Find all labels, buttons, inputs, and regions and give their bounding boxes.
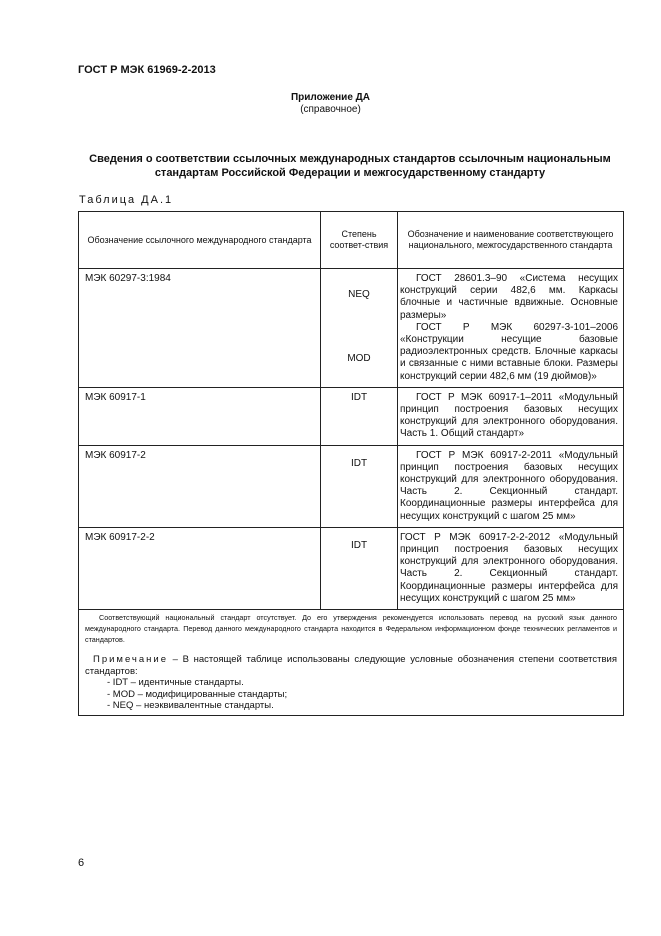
table-row (79, 527, 624, 609)
annex-heading (0, 92, 661, 116)
annex-subtitle: (справочное) (300, 104, 361, 115)
correspondence-table (78, 211, 623, 716)
degree-value: MOD (347, 353, 371, 365)
annex-title: Приложение ДА (290, 92, 371, 103)
national-standard-entry: ГОСТ Р МЭК 60917-1–2011 «Модульный принцип построения базовых несущих конструкций для электронного оборудования. Часть 1. Общий стандарт» (400, 391, 618, 440)
degree-value: IDT (350, 457, 368, 469)
note-item: - IDT – идентичные стандарты. (107, 677, 244, 689)
degree-cell (321, 269, 398, 388)
table-footer-cell (79, 610, 624, 716)
degree-value: IDT (350, 391, 368, 403)
degree-value: IDT (350, 539, 368, 551)
page-number: 6 (78, 857, 85, 869)
table-footer-row (79, 610, 624, 716)
national-standard-entry: ГОСТ 28601.3–90 «Система несущих конструкций серии 482,6 мм. Каркасы блочные и частичные вдвижные. Основные размеры» (400, 273, 618, 321)
intl-standard-cell: МЭК 60297-3:1984 (79, 269, 321, 388)
degree-cell (321, 445, 398, 527)
section-title-line-1: Сведения о соответствии ссылочных международных стандартов ссылочным национальным (89, 153, 611, 165)
section-title-line-2: стандартам Российской Федерации и межгосударственному стандарту (154, 167, 546, 179)
table-caption: Таблица ДА.1 (79, 194, 174, 206)
national-standard-entry: ГОСТ Р МЭК 60917-2-2-2012 «Модульный принцип построения базовых несущих конструкций для электронного оборудования. Часть 2. Секционный стандарт. Координационные размеры интерфейса для несущих конструкций с шагом 25 мм» (400, 531, 618, 604)
degree-value: NEQ (348, 289, 370, 300)
national-standard-cell (398, 387, 624, 445)
degree-cell (321, 387, 398, 445)
intl-standard-cell: МЭК 60917-2-2 (79, 527, 321, 609)
national-standard-cell (398, 445, 624, 527)
note-item: - NEQ – неэквивалентные стандарты. (107, 700, 274, 712)
note-intro-line (85, 654, 617, 677)
table-footnote: Соответствующий национальный стандарт отсутствует. До его утверждения рекомендуется использовать перевод на русский язык данного международного стандарта. Перевод данного международного стандарта находится в Федеральном информационном фонде технических регламентов и стандартов. (85, 613, 617, 645)
intl-standard-cell: МЭК 60917-1 (79, 387, 321, 445)
header-intl-standard: Обозначение ссылочного международного стандарта (79, 212, 321, 269)
national-standard-cell (398, 527, 624, 609)
note-label: Примечание (93, 654, 168, 666)
section-title (70, 152, 630, 180)
table-header-row (79, 212, 624, 269)
table-note (85, 654, 617, 712)
table-row (79, 269, 624, 388)
intl-standard-cell: МЭК 60917-2 (79, 445, 321, 527)
degree-cell (321, 527, 398, 609)
table-row (79, 445, 624, 527)
document-code: ГОСТ Р МЭК 61969-2-2013 (78, 64, 216, 76)
table-row (79, 387, 624, 445)
header-national-standard: Обозначение и наименование соответствующего национального, межгосударственного стандарта (398, 212, 624, 269)
national-standard-entry: ГОСТ Р МЭК 60917-2-2011 «Модульный принцип построения базовых несущих конструкций для электронного оборудования. Часть 2. Секционный стандарт. Координационные размеры интерфейса для несущих конструкций с шагом 25 мм» (400, 449, 618, 522)
note-item: - MOD – модифицированные стандарты; (107, 688, 288, 700)
national-standard-entry: ГОСТ Р МЭК 60297-3-101–2006 «Конструкции несущие базовые радиоэлектронных средств. Блочные каркасы и связанные с ними вставные блоки. Размеры конструкций серии 482,6 мм (19 дюймов)» (400, 321, 618, 382)
national-standard-cell (398, 269, 624, 388)
header-degree: Степень соответ-ствия (321, 212, 398, 269)
note-intro: – В настоящей таблице использованы следующие условные обозначения степени соответствия стандартов: (85, 654, 617, 677)
